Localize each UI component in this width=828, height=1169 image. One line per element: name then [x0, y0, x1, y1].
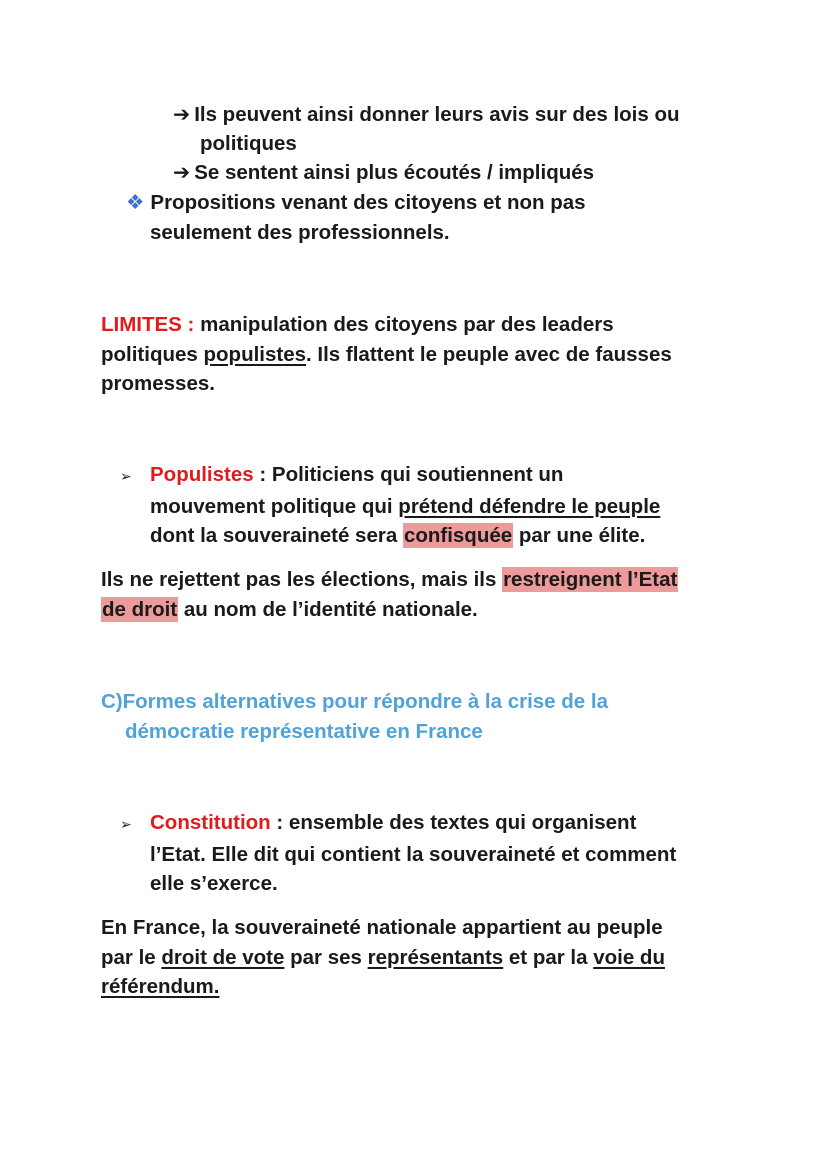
bullet-item: [126, 188, 586, 218]
limites-text-2a: politiques: [101, 342, 204, 366]
diamond-bullet-icon: ❖: [126, 191, 145, 214]
restreignent-highlight: restreignent l’Etat: [503, 568, 678, 591]
section-c-heading: [101, 687, 741, 746]
bullet-item-text-1: Propositions venant des citoyens et non pas: [150, 191, 586, 214]
arrow-item-1: [173, 100, 680, 130]
constitution-definition: [120, 808, 780, 899]
confisquee-highlight: confisquée: [403, 524, 513, 547]
elections-text-2: au nom de l’identité nationale.: [178, 597, 478, 621]
france-paragraph: [101, 913, 781, 1002]
arrow-icon: ➔: [173, 161, 191, 184]
voie-du-underlined: voie du: [593, 945, 665, 969]
de-droit-highlight: de droit: [102, 597, 178, 621]
populistes-term: Populistes: [150, 463, 254, 486]
populistes-definition: [120, 460, 760, 551]
populistes-def-3a: dont la souveraineté sera: [150, 524, 403, 547]
limites-paragraph: [101, 310, 741, 399]
constitution-term: Constitution: [150, 811, 271, 834]
section-c-title-1: Formes alternatives pour répondre à la crise de la: [122, 690, 608, 713]
limites-text-3: promesses.: [101, 372, 215, 395]
france-text-2a: par le: [101, 945, 162, 969]
bullet-item-cont: seulement des professionnels.: [150, 221, 450, 244]
france-text-2c: et par la: [503, 945, 594, 969]
elections-text-1: Ils ne rejettent pas les élections, mais ils: [101, 568, 503, 591]
limites-text-2b: . Ils flattent le peuple avec de fausses: [306, 342, 672, 366]
elections-paragraph: [101, 565, 761, 624]
section-c-prefix: C): [101, 690, 123, 713]
limites-text-1: manipulation des citoyens par des leaders: [194, 313, 614, 336]
arrow-icon: ➔: [173, 103, 191, 126]
representants-underlined: représentants: [367, 945, 504, 969]
referendum-underlined: référendum.: [101, 975, 220, 998]
constitution-def-2: l’Etat. Elle dit qui contient la souveraineté et comment: [150, 842, 677, 866]
populistes-def-3b: par une élite.: [513, 524, 646, 547]
arrow-item-1-cont: politiques: [200, 132, 297, 155]
constitution-def-1: : ensemble des textes qui organisent: [270, 811, 637, 834]
populistes-underlined: populistes: [203, 342, 307, 366]
populistes-def-2a: mouvement politique qui: [150, 494, 399, 518]
triangle-bullet-icon: ➢: [120, 816, 132, 832]
pretend-defendre-underlined: prétend défendre le peuple: [398, 494, 661, 518]
france-text-2b: par ses: [284, 945, 368, 969]
arrow-item-1-text: Ils peuvent ainsi donner leurs avis sur des lois ou: [194, 103, 680, 126]
populistes-def-1: : Politiciens qui soutiennent un: [253, 463, 564, 486]
limites-label: LIMITES :: [101, 313, 195, 336]
france-text-1: En France, la souveraineté nationale appartient au peuple: [101, 916, 663, 939]
arrow-item-2-text: Se sentent ainsi plus écoutés / impliqués: [194, 161, 595, 184]
section-c-title-2: démocratie représentative en France: [125, 719, 483, 743]
constitution-def-3: elle s’exerce.: [150, 872, 278, 895]
triangle-bullet-icon: ➢: [120, 468, 132, 484]
arrow-item-2: [173, 158, 594, 188]
droit-de-vote-underlined: droit de vote: [161, 945, 285, 969]
